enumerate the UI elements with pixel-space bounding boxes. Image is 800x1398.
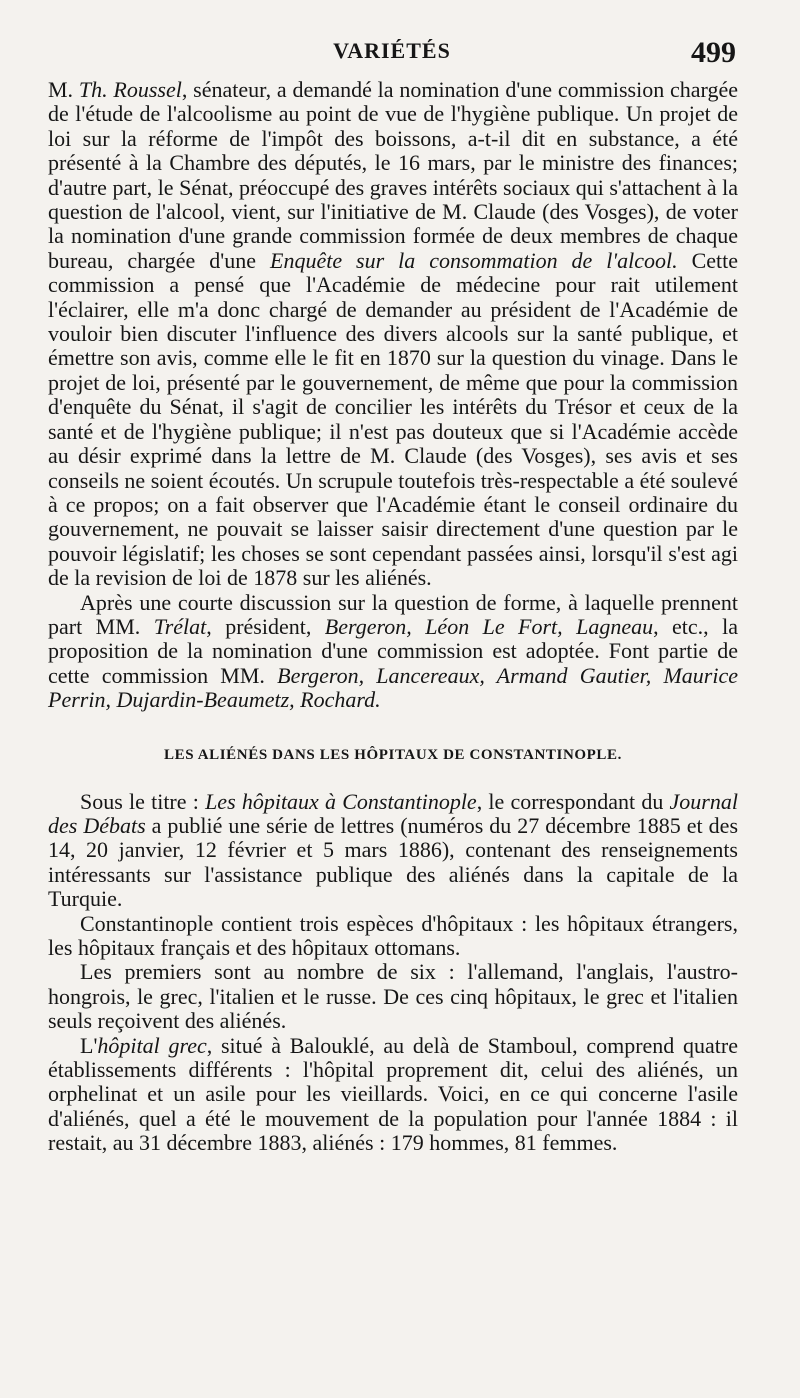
italic-names: Bergeron, Lancereaux, Armand Gautier, Maurice Perrin, Dujardin-Beaumetz, Rochard. <box>48 662 738 713</box>
italic-names: Bergeron, Léon Le Fort, Lagneau <box>324 613 654 639</box>
italic-name: Th. Roussel <box>78 77 182 102</box>
italic-journal: Journal des Débats <box>48 788 738 838</box>
running-head: VARIÉTÉS <box>333 38 451 63</box>
italic-title: Enquête sur la consommation de l'alcool. <box>270 247 678 273</box>
italic-term: hôpital grec <box>97 1032 207 1058</box>
body-text <box>48 78 738 1156</box>
page-number: 499 <box>691 36 736 69</box>
paragraph-commission-adopted: Après une courte discussion sur la question de forme, à laquelle prennent part MM. Trélat, président, Bergeron, Léon Le Fort, Lagneau, etc., la proposition de la nomination d'une commission est adoptée. Font partie de cette commission MM. Bergeron, Lancereaux, Armand Gautier, Maurice Perrin, Dujardin-Beaumetz, Rochard. <box>48 589 738 713</box>
paragraph-greek-hospital: L'hôpital grec, situé à Balouklé, au delà de Stamboul, comprend quatre établissements différents : l'hôpital proprement dit, celui des aliénés, un orphelinat et un asile pour les vieillards. Voici, en ce qui concerne l'asile d'aliénés, quel a été le mouvement de la population pour l'année 1884 : il restait, au 31 décembre 1883, aliénés : 179 hommes, 81 femmes. <box>48 1032 738 1156</box>
paragraph-foreign-hospitals: Les premiers sont au nombre de six : l'allemand, l'anglais, l'austro-hongrois, le grec, l'italien et le russe. De ces cinq hôpitaux, le grec et l'italien seuls reçoivent des aliénés. <box>48 959 738 1034</box>
paragraph-journal-letters: Sous le titre : Les hôpitaux à Constantinople, le correspondant du Journal des Débats a publié une série de lettres (numéros du 27 décembre 1885 et des 14, 20 janvier, 12 février et 5 mars 1886), contenant des renseignements intéressants sur l'assistance publique des aliénés dans la capitale de la Turquie. <box>48 788 738 912</box>
paragraph-hospital-types: Constantinople contient trois espèces d'hôpitaux : les hôpitaux étrangers, les hôpitaux français et des hôpitaux ottomans. <box>48 910 738 960</box>
page-header <box>48 36 736 70</box>
section-title: LES ALIÉNÉS DANS LES HÔPITAUX DE CONSTANTINOPLE. <box>164 746 622 763</box>
italic-title: Les hôpitaux à Constantinople <box>205 788 477 814</box>
italic-name: Trélat <box>153 613 207 639</box>
paragraph-roussel-commission: M. Th. Roussel, sénateur, a demandé la nomination d'une commission chargée de l'étude de l'alcoolisme au point de vue de l'hygiène publique. Un projet de loi sur la réforme de l'impôt des boissons, a-t-il dit en substance, a été présenté à la Chambre des députés, le 16 mars, par le ministre des finances; d'autre part, le Sénat, préoccupé des graves intérêts sociaux qui s'attachent à la question de l'alcool, vient, sur l'initiative de M. Claude (des Vosges), de voter la nomination d'une grande commission formée de deux membres de chaque bureau, chargée d'une Enquête sur la consommation de l'alcool. Cette commission a pensé que l'Académie de médecine pour rait utilement l'éclairer, elle m'a donc chargé de demander au président de l'Académie de vouloir bien discuter l'influence des divers alcools sur la santé publique, et émettre son avis, comme elle le fit en 1870 sur la question du vinage. Dans le projet de loi, présenté par le gouvernement, de même que pour la commission d'enquête du Sénat, il s'agit de concilier les intérêts du Trésor et ceux de la santé et de l'hygiène publique; il n'est pas douteux que si l'Académie accède au désir exprimé dans la lettre de M. Claude (des Vosges), ses avis et ses conseils ne soient écoutés. Un scrupule toutefois très-respectable a été soulevé à ce propos; on a fait observer que l'Académie étant le conseil ordinaire du gouvernement, ne pouvait se laisser saisir directement d'une question par le pouvoir législatif; les choses se sont cependant passées ainsi, lorsqu'il s'est agi de la revision de loi de 1878 sur les aliénés. <box>48 77 738 591</box>
